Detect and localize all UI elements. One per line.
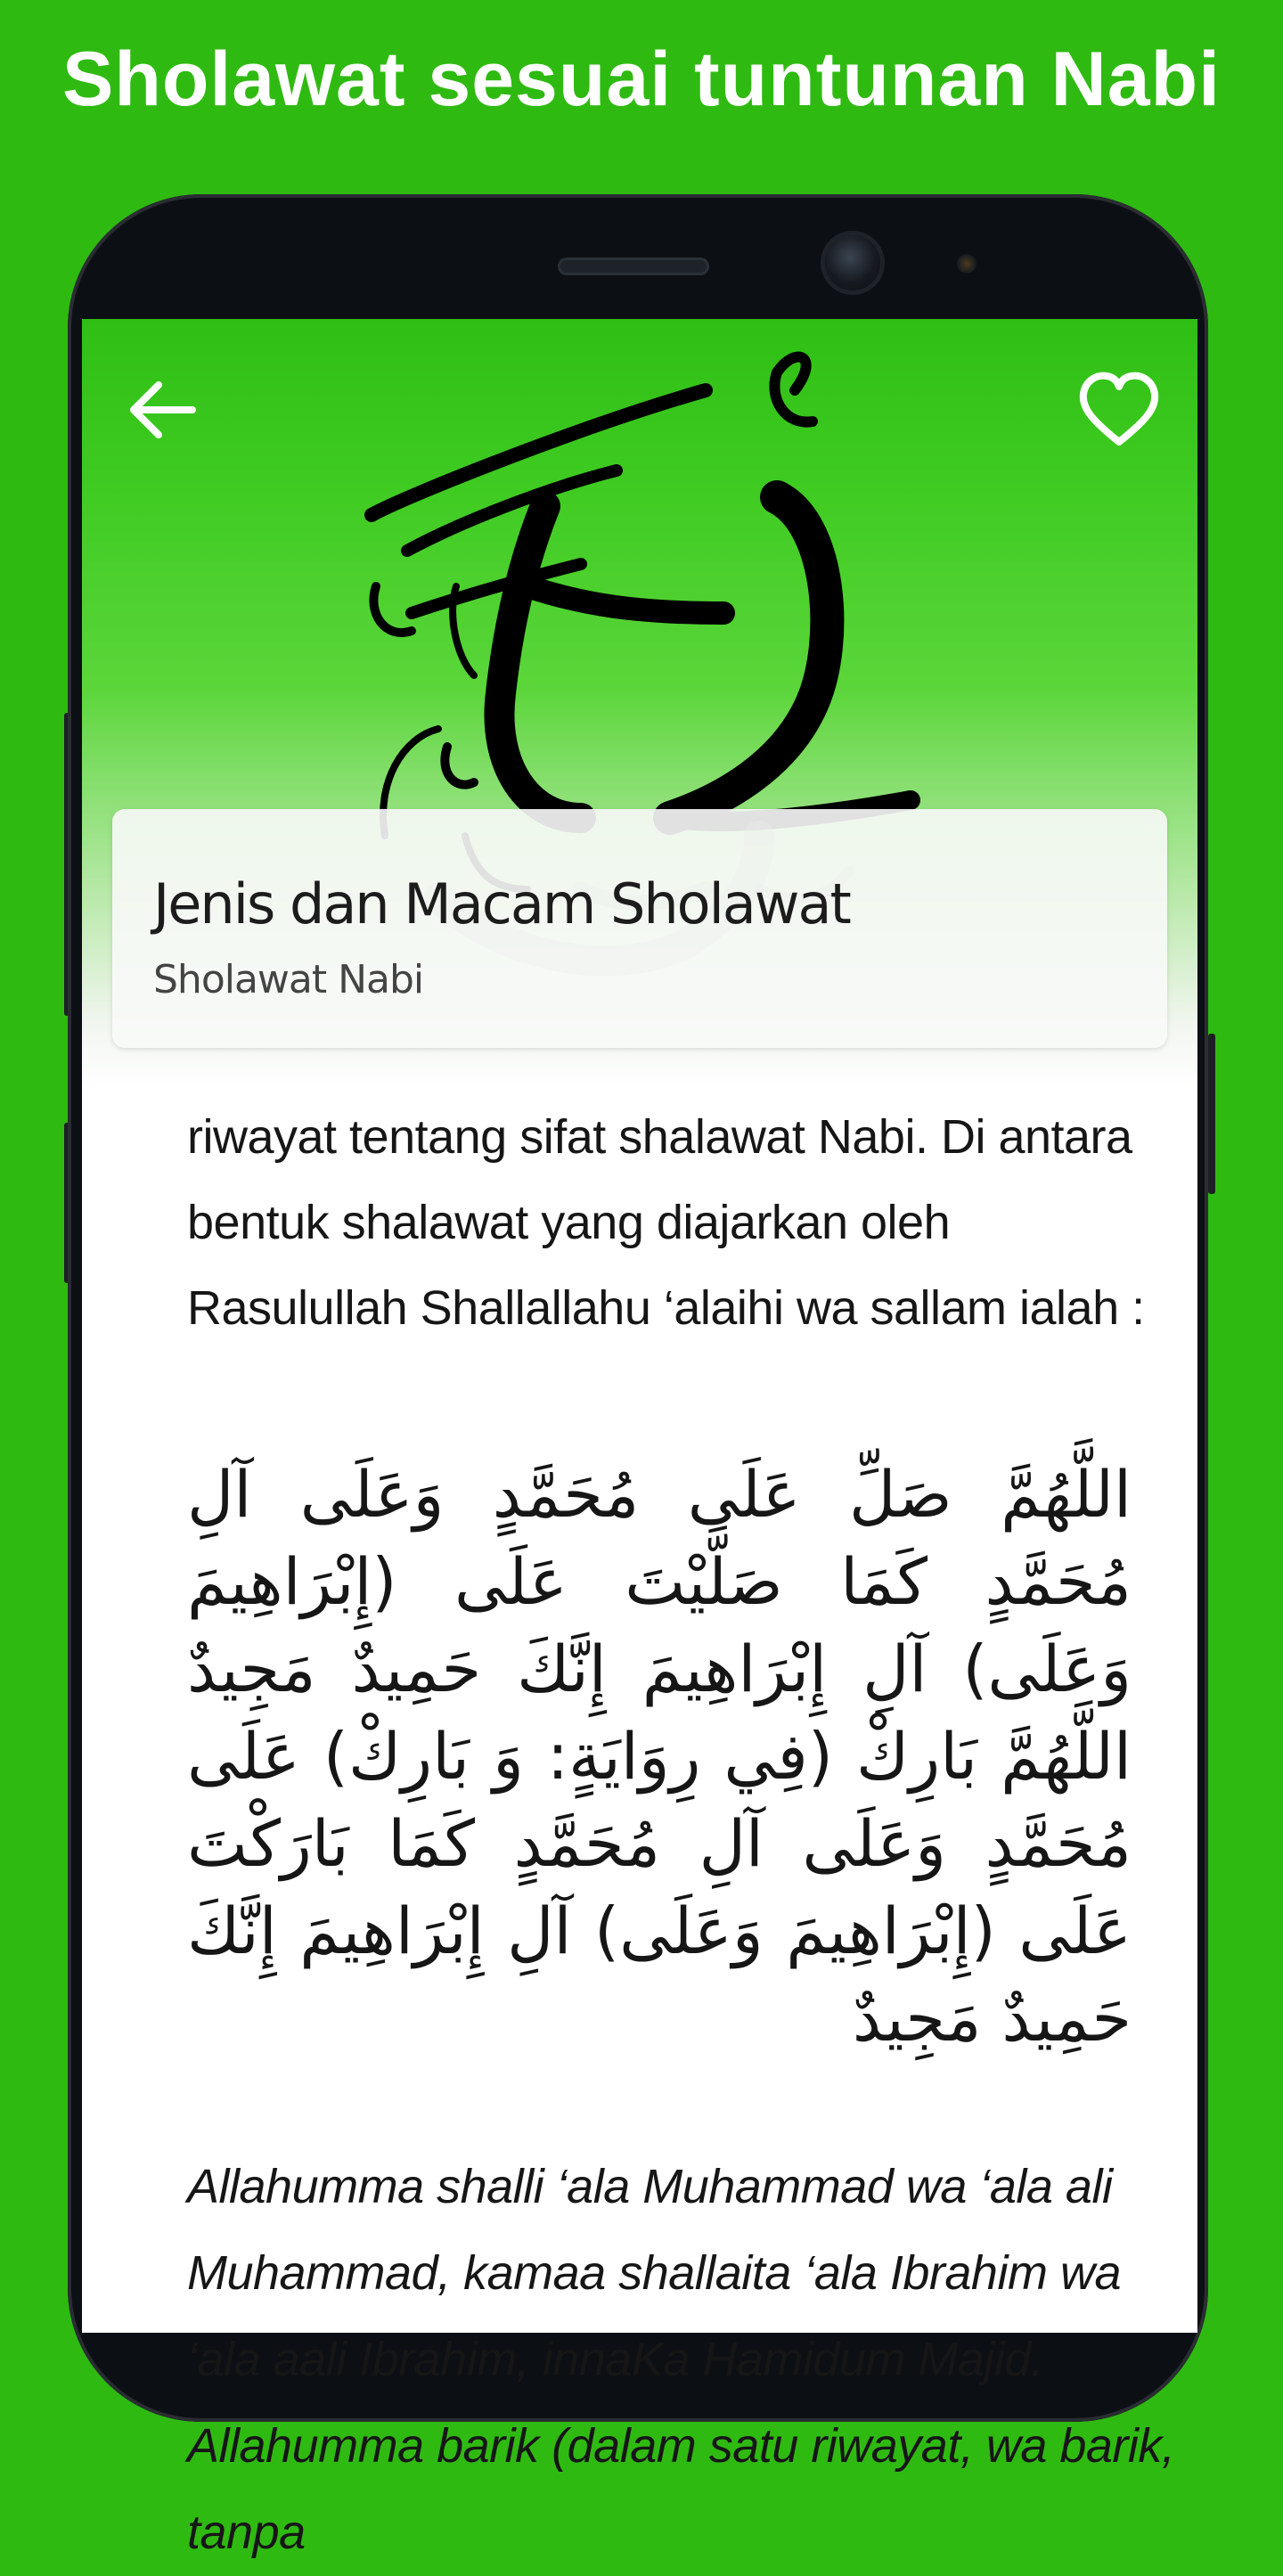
title-card <box>112 809 1167 1048</box>
header-banner <box>82 319 1197 1087</box>
promo-title: Sholawat sesuai tuntunan Nabi <box>61 37 1222 122</box>
latin-transliteration: Allahumma shalli ‘ala Muhammad wa ‘ala ali Muhammad, kamaa shallaita ‘ala Ibrahim wa ‘ala aali Ibrahim, innaKa Hamidum Majid. Allahumma barik (dalam satu riwayat, wa barik, tanpa <box>187 2160 1175 2559</box>
phone-sensor <box>957 254 977 274</box>
heart-outline-icon <box>1075 365 1164 454</box>
card-title: Jenis dan Macam Sholawat <box>153 871 850 936</box>
back-button[interactable] <box>118 365 207 454</box>
arrow-left-icon <box>118 365 207 454</box>
card-subtitle: Sholawat Nabi <box>153 957 424 1002</box>
favorite-button[interactable] <box>1075 365 1164 454</box>
phone-camera <box>825 235 880 290</box>
phone-speaker <box>558 258 709 275</box>
intro-paragraph: riwayat tentang sifat shalawat Nabi. Di antara bentuk shalawat yang diajarkan oleh Rasulullah Shallallahu ‘alaihi wa sallam ialah : <box>187 1110 1145 1335</box>
article-content <box>187 1094 1176 2576</box>
arabic-text: اللَّهُمَّ صَلِّ عَلَى مُحَمَّدٍ وَعَلَى آلِ مُحَمَّدٍ كَمَا صَلَّيْتَ عَلَى (إِبْرَاهِيمَ وَعَلَى) آلِ إِبْرَاهِيمَ إِنَّكَ حَمِيدٌ مَجِيدٌ اللَّهُمَّ بَارِكْ (فِي رِوَايَةٍ: وَ بَارِكْ) عَلَى مُحَمَّدٍ وَعَلَى آلِ مُحَمَّدٍ كَمَا بَارَكْتَ عَلَى (إِبْرَاهِيمَ وَعَلَى) آلِ إِبْرَاهِيمَ إِنَّكَ حَمِيدٌ مَجِيدٌ <box>187 1457 1132 2056</box>
phone-side-button <box>1208 1034 1215 1194</box>
app-screen <box>82 319 1197 2559</box>
